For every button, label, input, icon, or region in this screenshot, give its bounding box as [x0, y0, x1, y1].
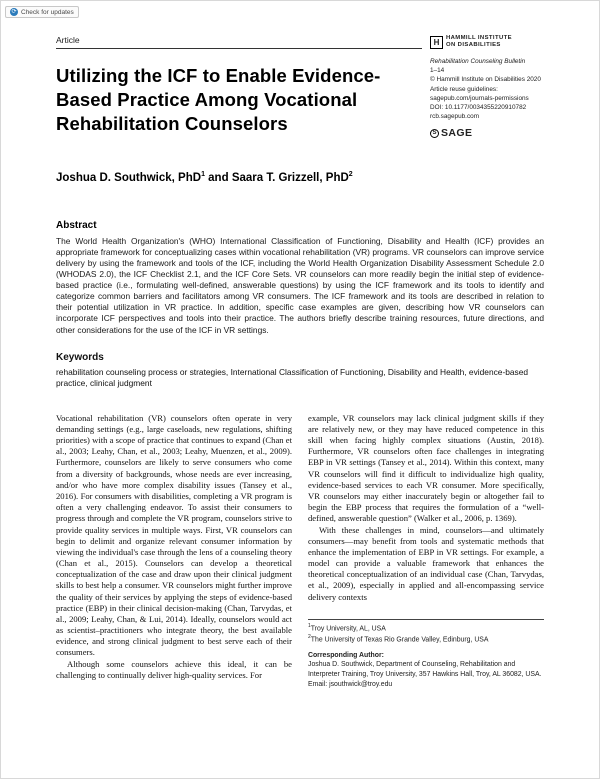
check-for-updates-label: Check for updates [21, 8, 74, 16]
corresponding-author-label: Corresponding Author: [308, 651, 384, 659]
page-content [1, 1, 599, 689]
paper-title: Utilizing the ICF to Enable Evidence-Based Practice Among Vocational Rehabilitation Counselors [56, 65, 381, 135]
reuse-guidelines-label: Article reuse guidelines: [430, 85, 498, 93]
permissions-link[interactable]: sagepub.com/journals-permissions [430, 94, 529, 102]
author-joiner: and [204, 171, 232, 184]
sage-wordmark: SAGE [441, 126, 473, 139]
footnote-block [308, 619, 544, 690]
body-columns [56, 413, 544, 689]
copyright-line: © Hammill Institute on Disabilities 2020 [430, 76, 541, 84]
author-2-affiliation-sup: 2 [348, 170, 353, 178]
body-paragraph: example, VR counselors may lack clinical judgment skills if they are relatively new, or they may have reduced competence in this skill when facing highly complex situations (Austin, 2018). Furthermore, VR counselors often face challenges in integrating EBP in VR settings (Tansey et al., 2014). Within this context, many VR counselors will find it difficult to individualize high quality, evidence-based services to each VR consumer. More specifically, VR counselors may either inaccurately begin or altogether fail to begin the EBP process that requires the formulation of a “well-defined, answerable question” (Walker et al., 2006, p. 1369). [308, 412, 544, 524]
corresponding-email-line [308, 680, 544, 690]
journal-name: Rehabilitation Counseling Bulletin [430, 57, 526, 65]
email-label: Email: [308, 680, 330, 688]
body-column-right [308, 413, 544, 689]
hammill-logo-text [446, 35, 512, 50]
doi-line: DOI: 10.1177/0034355220910782 [430, 104, 527, 112]
affiliation-1 [308, 623, 544, 634]
keywords-heading: Keywords [56, 351, 104, 363]
abstract-text: The World Health Organization's (WHO) International Classification of Functioning, Disability and Health (ICF) provides an appropriate framework for conceptualizing cases within vocational rehabilitation (VR) programs. VR counselors can improve service delivery by using the framework and tools of the ICF, including the World Health Organization Disability Assessment Schedule 2.0 (WHODAS 2.0), the ICF Checklist 2.1, and the ICF Core Sets. VR counselors can more readily begin the initial step of evidence-based practice (i.e., formulating well-defined, answerable questions) by using the ICF framework and its tools to identify and categorize common barriers and facilitators among VR consumers. The ICF framework and its tools are described in relation to their potential utilization in VR practice. In addition, specific case examples are given, describing how VR counselors can incorporate ICF perspectives and tools into their practice. The authors briefly describe training resources, future directions, and other considerations for the use of the ICF in VR settings. [56, 235, 544, 335]
journal-site-link[interactable]: rcb.sagepub.com [430, 113, 480, 121]
footnote-rule [308, 619, 544, 620]
author-1-affiliation-sup: 1 [201, 170, 205, 178]
body-column-left [56, 413, 292, 689]
email-link[interactable]: jsouthwick@troy.edu [329, 680, 393, 688]
article-type-label: Article [56, 35, 80, 45]
header-rule [56, 48, 422, 49]
author-1: Joshua D. Southwick, PhD [56, 171, 202, 184]
keywords-text: rehabilitation counseling process or strategies, International Classification of Functioning, Disability and Health, evidence-based practice, clinical judgment [56, 366, 529, 388]
abstract-heading: Abstract [56, 219, 97, 231]
hammill-logo-line1: HAMMILL INSTITUTE [446, 35, 512, 41]
affiliation-2-sup: 2 [308, 633, 311, 640]
update-arrow-icon: ⟳ [11, 9, 17, 15]
page-range: 1–14 [430, 67, 445, 75]
body-paragraph: Vocational rehabilitation (VR) counselors often operate in very demanding settings (e.g., large caseloads, new regulations, shifting priorities) with a scope of practice that continues to expand (Chan et al., 2003; Leahy, Chan, et al., 2003; Leahy, Muenzen, et al., 2009). Furthermore, counselors are likely to serve consumers who come from a diversity of backgrounds, whose needs are ever increasing, and/or who have more complex disability issues (Tansey et al., 2016). For consumers with disabilities, completing a VR program is often a very challenging endeavor. To assist their consumers to progress through and complete the VR program, counselors strive to provide quality services in multiple ways. First, VR counselors can begin to delimit and organize relevant consumer information by viewing the individual's case through the lens of a counseling theory (Chan et al., 2015). Counselors can develop a theoretical conceptualization of the case and draw upon their clinical judgment skills to best help a consumer. VR counselors might further improve the quality of their services by applying the steps of evidence-based practice (EBP) in their clinical decision-making (Chan, Tarvydas, et al., 2009; Leahy, Chan, & Lui, 2014). Ideally, counselors would act as scientist–practitioners who integrate theory, the best available evidence, and strong clinical judgment to best serve each of their consumers. [56, 412, 292, 658]
affiliation-1-text: Troy University, AL, USA [310, 625, 386, 633]
affiliation-2 [308, 634, 544, 645]
hammill-logo-icon: H [430, 36, 443, 49]
hammill-institute-logo [430, 35, 544, 50]
check-for-updates-badge[interactable] [5, 6, 79, 18]
masthead [56, 35, 544, 141]
corresponding-author-text: Joshua D. Southwick, Department of Counseling, Rehabilitation and Interpreter Training, Troy University, 357 Hawkins Hall, Troy, AL 36082, USA. [308, 661, 542, 678]
hammill-logo-line2: ON DISABILITIES [446, 42, 501, 49]
affiliation-1-sup: 1 [308, 622, 311, 629]
masthead-left [56, 35, 422, 141]
body-paragraph: With these challenges in mind, counselors—and ultimately consumers—may benefit from tools and systematic methods that enhance the implementation of EBP in VR settings. For example, a model can provide a valuable framework that enhances the theoretical conceptualization of an individual case (Chan, Tarvydas, et al., 2009), especially in applied and all-encompassing service delivery contexts [308, 524, 544, 602]
affiliation-2-text: The University of Texas Rio Grande Valley, Edinburg, USA [310, 635, 489, 643]
masthead-right [430, 35, 544, 141]
author-2: Saara T. Grizzell, PhD [231, 171, 349, 184]
sage-logo [430, 126, 544, 141]
author-byline [56, 171, 544, 184]
sage-logo-icon: S [430, 129, 439, 138]
body-paragraph: Although some counselors achieve this ideal, it can be challenging to continually deliver high-quality services. For [56, 658, 292, 680]
